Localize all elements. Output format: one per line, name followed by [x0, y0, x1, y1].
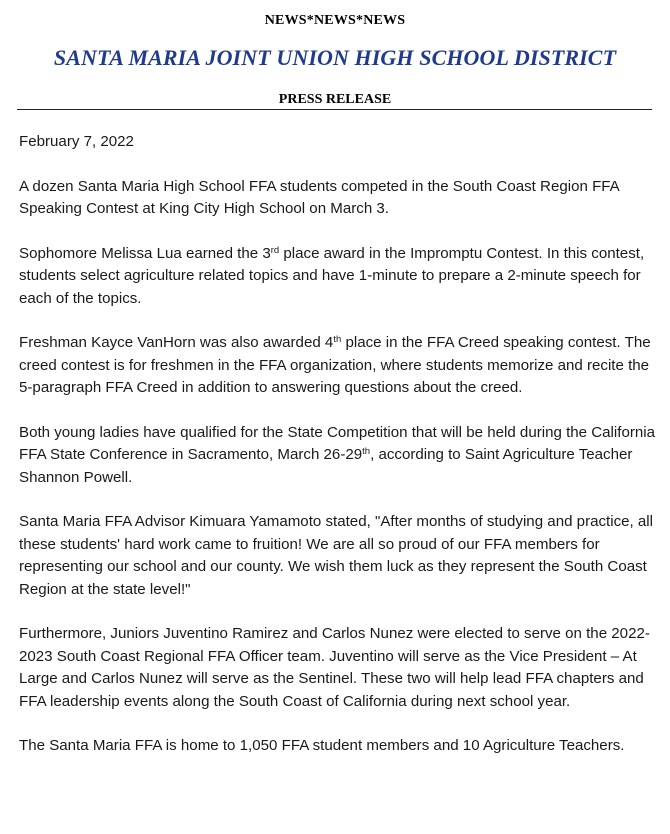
- paragraph-text: place award in the Impromptu Contest. In this contest, students select agriculture related topics and have 1-minute to prepare a 2-minute speech for each of the topics.: [19, 244, 645, 307]
- article-body: [19, 131, 659, 780]
- paragraph-contest-intro: A dozen Santa Maria High School FFA students competed in the South Coast Region FFA Speaking Contest at King City High School on March 3.: [19, 177, 619, 217]
- paragraph-membership: The Santa Maria FFA is home to 1,050 FFA student members and 10 Agriculture Teachers.: [19, 737, 625, 754]
- paragraph-text: place in the FFA Creed speaking contest. The creed contest is for freshmen in the FFA organization, where students memorize and recite the 5-paragraph FFA Creed in addition to answering questions about the creed.: [19, 334, 651, 396]
- paragraph-officer-team: Furthermore, Juniors Juventino Ramirez and Carlos Nunez were elected to serve on the 2022-2023 South Coast Regional FFA Officer team. Juventino will serve as the Vice President – At Large and Carlos Nunez will serve as the Sentinel. These two will help lead FFA chapters and FFA leadership events along the South Coast of California during next school year.: [19, 625, 650, 710]
- news-kicker: NEWS*NEWS*NEWS: [264, 13, 406, 28]
- header-divider: [17, 109, 652, 110]
- ordinal-suffix: rd: [270, 244, 280, 256]
- district-title: SANTA MARIA JOINT UNION HIGH SCHOOL DISTRICT: [53, 45, 617, 70]
- release-date: February 7, 2022: [19, 133, 134, 150]
- paragraph-advisor-quote: Santa Maria FFA Advisor Kimuara Yamamoto stated, "After months of studying and practice, all these students' hard work came to fruition! We are all so proud of our FFA members for representing our school and our county. We wish them luck as they represent the South Coast Region at the state level!": [19, 513, 654, 598]
- ordinal-suffix: th: [362, 446, 371, 457]
- paragraph-kayce-vanhorn: [19, 332, 659, 400]
- paragraph-text: Freshman Kayce VanHorn was also awarded 4: [19, 334, 334, 351]
- paragraph-melissa-lua: [19, 243, 659, 311]
- paragraph-text: , according to Saint Agriculture Teacher Shannon Powell.: [19, 446, 633, 486]
- paragraph-text: Sophomore Melissa Lua earned the 3: [19, 244, 271, 262]
- paragraph-state-competition: [19, 422, 659, 490]
- press-release-label: PRESS RELEASE: [278, 92, 392, 107]
- paragraph-text: Both young ladies have qualified for the State Competition that will be held during the California FFA State Conference in Sacramento, March 26-29: [19, 423, 656, 463]
- ordinal-suffix: th: [333, 334, 342, 345]
